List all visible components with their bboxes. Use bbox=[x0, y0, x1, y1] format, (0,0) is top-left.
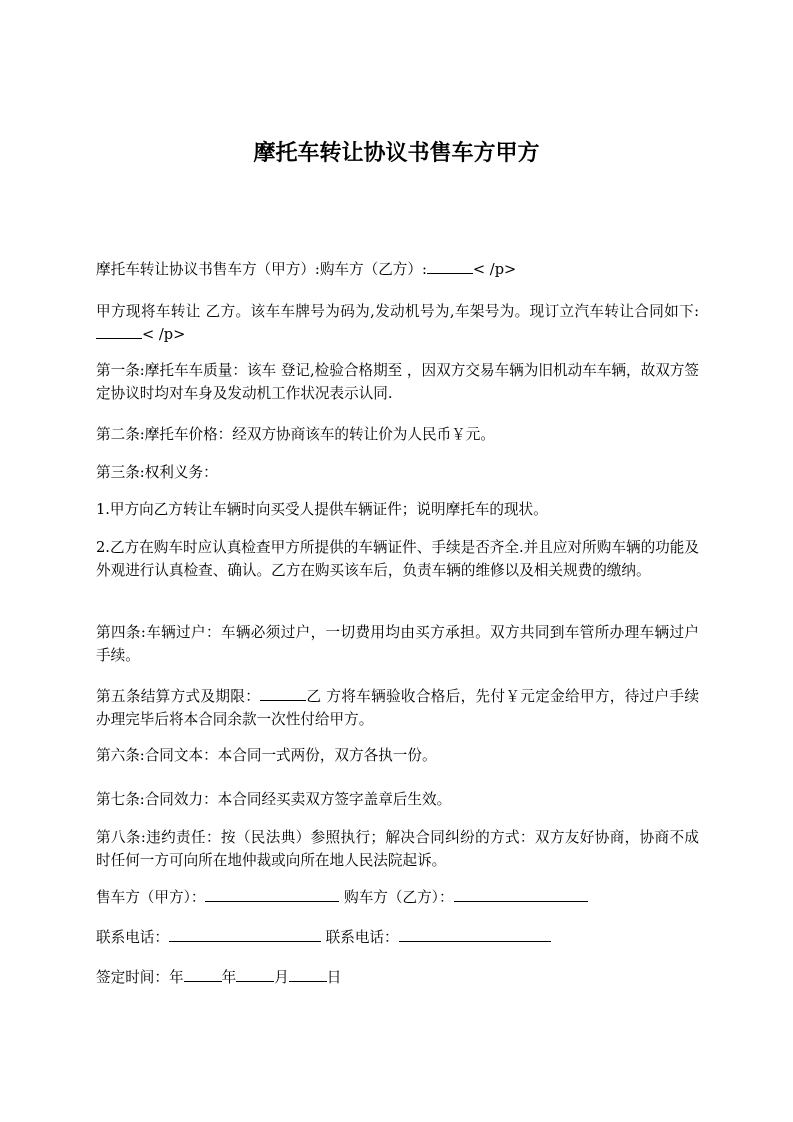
article-7: 第七条:合同效力：本合同经买卖双方签字盖章后生效。 bbox=[96, 791, 452, 808]
buyer-label: 购车方（乙方）： bbox=[344, 889, 454, 906]
article-6: 第六条:合同文本：本合同一式两份，双方各执一份。 bbox=[96, 747, 437, 764]
blank-field bbox=[427, 258, 473, 274]
text: 摩托车转让协议书售车方（甲方）:购车方（乙方）: bbox=[96, 261, 427, 278]
text: 第五条结算方式及期限： bbox=[96, 688, 261, 705]
article-3: 第三条:权利义务： bbox=[96, 464, 218, 481]
blank-field bbox=[96, 323, 142, 339]
article-1: 第一条:摩托车车质量：该车 登记,检验合格期至 ，因双方交易车辆为旧机动车车辆，故双方签定协议时均对车身及发动机工作状况表示认同. bbox=[96, 362, 699, 402]
buyer-signature-field bbox=[454, 886, 588, 902]
date-label: 签定时间：年 bbox=[96, 969, 184, 986]
article-5 bbox=[96, 685, 699, 731]
text: < /p> bbox=[142, 326, 186, 343]
document-title: 摩托车转让协议书售车方甲方 bbox=[253, 141, 540, 166]
year-label: 年 bbox=[221, 969, 237, 986]
seller-phone-label: 联系电话： bbox=[96, 929, 169, 946]
article-3-item-2: 2.乙方在购车时应认真检查甲方所提供的车辆证件、手续是否齐全.并且应对所购车辆的功能及外观进行认真检查、确认。乙方在购买该车后，负责车辆的维修以及相关规费的缴纳。 bbox=[96, 539, 699, 579]
intro-parties bbox=[96, 258, 699, 281]
blank-field bbox=[260, 685, 306, 701]
date-field bbox=[289, 966, 327, 982]
month-label: 月 bbox=[274, 969, 289, 986]
article-3-item-1: 1.甲方向乙方转让车辆时向买受人提供车辆证件；说明摩托车的现状。 bbox=[96, 501, 548, 518]
day-label: 日 bbox=[326, 969, 342, 986]
date-field bbox=[236, 966, 274, 982]
seller-phone-field bbox=[169, 926, 321, 942]
signature-date bbox=[96, 966, 699, 989]
article-2: 第二条:摩托车价格：经双方协商该车的转让价为人民币￥元。 bbox=[96, 426, 495, 443]
signature-parties bbox=[96, 886, 699, 909]
text: 甲方现将车转让 乙方。该车车牌号为码为,发动机号为,车架号为。现订立汽车转让合同如下: bbox=[96, 303, 699, 320]
buyer-phone-label: 联系电话： bbox=[325, 929, 399, 946]
seller-label: 售车方（甲方）： bbox=[96, 889, 206, 906]
article-4: 第四条:车辆过户：车辆必须过户，一切费用均由买方承担。双方共同到车管所办理车辆过户手续。 bbox=[96, 624, 699, 664]
signature-phones bbox=[96, 926, 699, 949]
buyer-phone-field bbox=[399, 926, 551, 942]
intro-transfer bbox=[96, 300, 699, 346]
text: < /p> bbox=[472, 261, 517, 278]
text: 乙 方将车辆验收合格后，先付￥元定金给甲方，待过户手续办理完毕后将本合同余款一次性付给甲方。 bbox=[96, 688, 699, 728]
seller-signature-field bbox=[205, 886, 339, 902]
article-8: 第八条:违约责任：按（民法典）参照执行；解决合同纠纷的方式：双方友好协商，协商不成时任何一方可向所在地仲裁或向所在地人民法院起诉。 bbox=[96, 829, 699, 869]
date-field bbox=[184, 966, 222, 982]
